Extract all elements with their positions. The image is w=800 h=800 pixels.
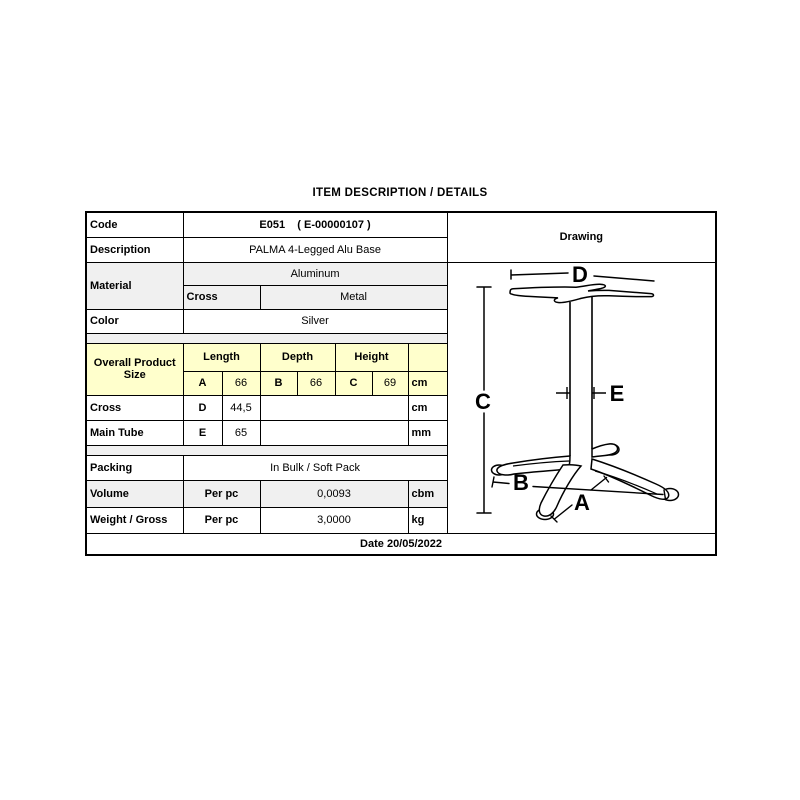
- main-tube-label: Main Tube: [86, 420, 183, 445]
- material-row: [86, 262, 716, 285]
- volume-value: 0,0093: [260, 480, 408, 507]
- cross-unit: cm: [408, 395, 447, 420]
- dim-label-e: E: [609, 380, 624, 406]
- color-label: Color: [86, 309, 183, 333]
- volume-qty: Per pc: [183, 480, 260, 507]
- spacer-band: [86, 333, 447, 343]
- size-unit: cm: [408, 371, 447, 395]
- dimension-line-e: [556, 387, 606, 399]
- size-col-height: Height: [335, 343, 408, 371]
- blank-cell: [260, 395, 408, 420]
- dim-a-key: A: [183, 371, 222, 395]
- description-value: PALMA 4-Legged Alu Base: [183, 237, 447, 262]
- dim-b-value: 66: [297, 371, 335, 395]
- code-value: E051 ( E-00000107 ): [183, 212, 447, 237]
- material-primary-value: Aluminum: [183, 262, 447, 285]
- main-tube-value: 65: [222, 420, 260, 445]
- drawing-cell: [447, 262, 716, 533]
- dim-label-b: B: [512, 469, 529, 495]
- date-row: [86, 533, 716, 555]
- code-label: Code: [86, 212, 183, 237]
- weight-label: Weight / Gross: [86, 507, 183, 533]
- dim-label-d: D: [571, 262, 588, 287]
- dim-b-key: B: [260, 371, 297, 395]
- blank-cell: [260, 420, 408, 445]
- main-tube-key: E: [183, 420, 222, 445]
- packing-value: In Bulk / Soft Pack: [183, 455, 447, 480]
- weight-value: 3,0000: [260, 507, 408, 533]
- weight-qty: Per pc: [183, 507, 260, 533]
- size-col-depth: Depth: [260, 343, 335, 371]
- cross-key: D: [183, 395, 222, 420]
- main-tube-unit: mm: [408, 420, 447, 445]
- cross-label: Cross: [86, 395, 183, 420]
- material-label: Material: [86, 262, 183, 309]
- code-row: [86, 212, 716, 237]
- material-cross-label: Cross: [183, 285, 260, 309]
- blank-cell: [408, 343, 447, 371]
- page-title: ITEM DESCRIPTION / DETAILS: [312, 187, 488, 199]
- date-value: Date 20/05/2022: [86, 533, 716, 555]
- material-cross-value: Metal: [260, 285, 447, 309]
- product-drawing: [451, 263, 717, 533]
- volume-label: Volume: [86, 480, 183, 507]
- color-value: Silver: [183, 309, 447, 333]
- pedestal-column: [570, 296, 592, 456]
- spacer-band: [86, 445, 447, 455]
- weight-unit: kg: [408, 507, 447, 533]
- drawing-header: Drawing: [447, 212, 716, 262]
- description-label: Description: [86, 237, 183, 262]
- overall-size-label: Overall Product Size: [86, 343, 183, 395]
- cross-value: 44,5: [222, 395, 260, 420]
- dim-a-value: 66: [222, 371, 260, 395]
- size-col-length: Length: [183, 343, 260, 371]
- item-details-table: [85, 211, 717, 556]
- dim-c-key: C: [335, 371, 372, 395]
- dim-c-value: 69: [372, 371, 408, 395]
- volume-unit: cbm: [408, 480, 447, 507]
- dim-label-c: C: [474, 388, 491, 414]
- dim-label-a: A: [573, 489, 590, 515]
- cross-top-sketch: [510, 284, 654, 302]
- packing-label: Packing: [86, 455, 183, 480]
